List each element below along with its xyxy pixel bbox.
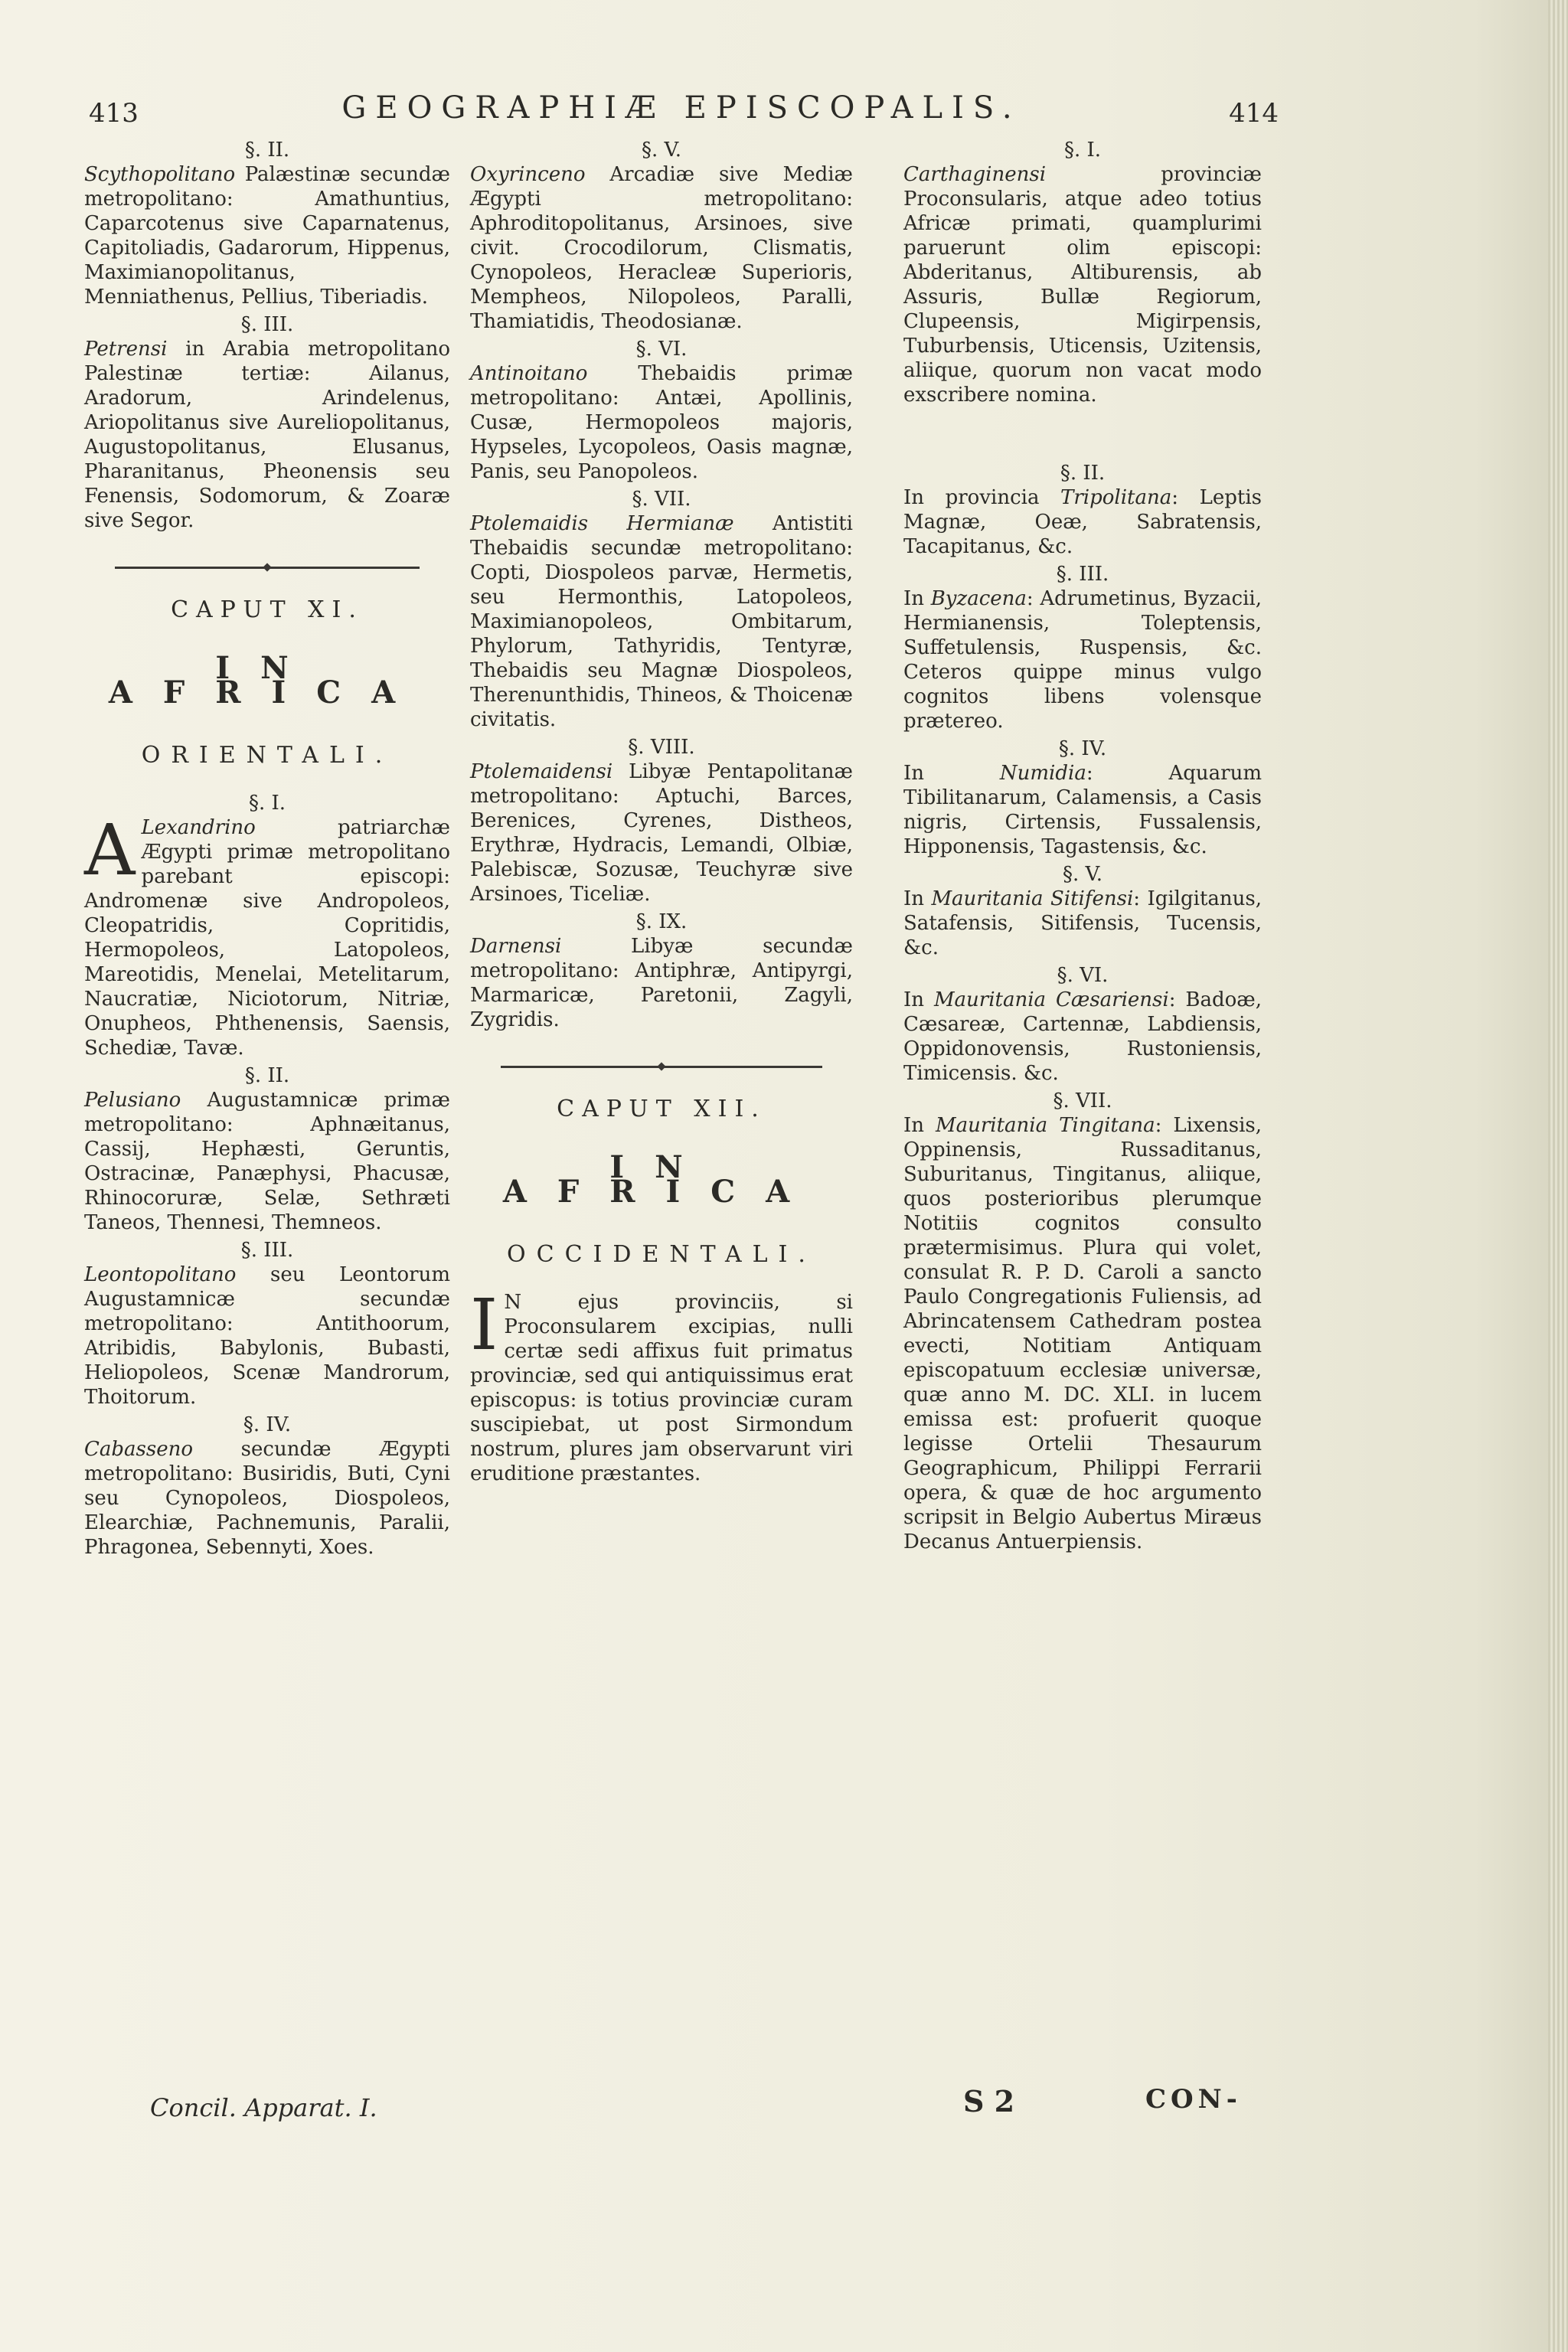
running-header [84, 90, 1279, 136]
paragraph-text: : Igilgitanus, Satafensis, Sitifensis, Tucensis, &c. [903, 887, 1263, 959]
province-name: Mauritania Cæsariensi [933, 988, 1169, 1011]
section-heading: §. IV. [1058, 737, 1107, 760]
paragraph-text: secundæ Ægypti metropolitano: Busiridis, Buti, Cyni seu Cynopoleos, Diospoleos, Elearchiæ, Pachnemunis, Paralii, Phragonea, Sebennyti, Xoes. [84, 1438, 450, 1559]
section-heading: §. II. [1060, 462, 1106, 485]
province-name: Byzacena [930, 587, 1027, 610]
paragraph-prefix: In [903, 587, 931, 610]
section-heading: §. IV. [243, 1413, 292, 1436]
paragraph [84, 1263, 450, 1410]
section-heading: §. II. [244, 1064, 290, 1087]
chapter-subtitle: OCCIDENTALI. [507, 1241, 816, 1268]
paragraph-text: provinciæ Proconsularis, atque adeo totius Africæ primati, quamplurimi paruerunt olim episcopi: Abderitanus, Altiburensis, ab Assuris, Bullæ Regiorum, Clupeensis, Migirpensis, Tuburbensis, Uticensis, Uzitensis, aliique, quorum non vacat modo exscribere nomina. [903, 163, 1262, 407]
province-name: Mauritania Tingitana [935, 1114, 1155, 1137]
paragraph-text: Palæstinæ secundæ metropolitano: Amathuntius, Caparcotenus sive Caparnatenus, Capitoliadis, Gadarorum, Hippenus, Maximianopolitanus, Menniathenus, Pellius, Tiberiadis. [84, 163, 450, 309]
paragraph [903, 1113, 1262, 1554]
paragraph-text: : Aquarum Tibilitanarum, Calamensis, a Casis nigris, Cirtensis, Fussalensis, Hipponensis, Tagastensis, &c. [903, 762, 1262, 858]
section-heading: §. V. [1062, 863, 1103, 886]
paragraph [84, 809, 450, 1060]
see-name: Ptolemaidis Hermianæ [470, 512, 734, 535]
paragraph-prefix: In provincia [903, 486, 1061, 509]
page-number-left: 413 [89, 98, 139, 129]
paragraph [470, 1284, 853, 1486]
paragraph-text: : Leptis Magnæ, Oeæ, Sabratensis, Tacapitanus, &c. [903, 486, 1262, 558]
drop-cap: A [84, 809, 136, 891]
paragraph-text: : Badoæ, Cæsareæ, Cartennæ, Labdiensis, Oppidonovensis, Rustoniensis, Timicensis. &c. [903, 988, 1262, 1085]
paragraph [903, 586, 1262, 733]
column-left [84, 136, 450, 1563]
paragraph-text: : Lixensis, Oppinensis, Russaditanus, Suburitanus, Tingitanus, aliique, quos posterioribus plerumque Notitiis cognitos consulto prætermisimus. Plura qui volet, consulat R. P. D. Caroli a sancto Paulo Congregationis Fuliensis, ad Abrincatensem Cathedram postea evecti, Notitiam Antiquam episcopatuum ecclesiæ universæ, quæ anno M. DC. XLI. in lucem emissa est: profuerit quoque legisse Ortelii Thesaurum Geographicum, Philippi Ferrarii opera, & quæ de hoc argumento scripsit in Belgio Aubertus Miræus Decanus Antuerpiensis. [903, 1114, 1263, 1553]
paragraph [470, 934, 853, 1032]
section-heading: §. VIII. [628, 736, 695, 759]
drop-cap: I [470, 1284, 498, 1366]
paragraph-text: patriarchæ Ægypti primæ metropolitano parebant episcopi: Andromenæ sive Andropoleos, Cleopatridis, Copritidis, Hermopoleos, Latopoleos, Mareotidis, Menelai, Metelitarum, Naucratiæ, Niciotorum, Nitriæ, Onupheos, Phthenensis, Saensis, Schediæ, Tavæ. [84, 816, 450, 1060]
see-name: Antinoitano [470, 362, 588, 385]
see-name: Ptolemaidensi [470, 760, 613, 783]
section-heading: §. VII. [1053, 1089, 1112, 1112]
section-heading: §. IX. [635, 910, 688, 933]
column-right [903, 136, 1262, 1557]
section-heading: §. I. [1063, 139, 1102, 162]
see-name: Leontopolitano [84, 1263, 237, 1286]
paragraph-text: Antistiti Thebaidis secundæ metropolitano: Copti, Diospoleos parvæ, Hermetis, seu Hermonthis, Latopoleos, Maximianopoleos, Ombitarum, Phylorum, Tathyridis, Tentyræ, Thebaidis seu Magnæ Diospoleos, Therenunthidis, Thineos, & Thoicenæ civitatis. [470, 512, 853, 731]
chapter-number: CAPUT XII. [557, 1096, 766, 1122]
paragraph-prefix: In [903, 887, 932, 910]
paragraph-text: in Arabia metropolitano Palestinæ tertiæ: Ailanus, Aradorum, Arindelenus, Ariopolitanus sive Aureliopolitanus, Augustopolitanus, Elusanus, Pharanitanus, Pheonensis seu Fenensis, Sodomorum, & Zoaræ sive Segor. [84, 338, 450, 532]
paragraph [84, 337, 450, 533]
paragraph-text: seu Leontorum Augustamnicæ secundæ metropolitano: Antithoorum, Atribidis, Babylonis, Bubasti, Heliopoleos, Scenæ Mandrorum, Thoitorum. [84, 1263, 450, 1409]
paragraph-text: : Adrumetinus, Byzacii, Hermianensis, Toleptensis, Suffetulensis, Ruspensis, &c. Ceteros quippe minus vulgo cognitos libens volensque prætereo. [903, 587, 1262, 733]
paragraph [84, 1437, 450, 1560]
paragraph-prefix: In [903, 988, 934, 1011]
paragraph [903, 761, 1262, 859]
section-heading: §. III. [240, 1239, 294, 1262]
chapter-title: IN AFRICA [108, 650, 426, 710]
paragraph-text: Libyæ Pentapolitanæ metropolitano: Aptuchi, Barces, Berenices, Cyrenes, Distheos, Erythræ, Hydracis, Lemandi, Olbiæ, Palebiscæ, Sozusæ, Teuchyræ sive Arsinoes, Ticeliæ. [470, 760, 853, 906]
paragraph [470, 511, 853, 732]
paragraph-prefix: In [903, 762, 1000, 785]
see-name: Oxyrinceno [470, 163, 586, 186]
province-name: Mauritania Sitifensi [931, 887, 1134, 910]
column-middle [470, 136, 853, 1489]
paragraph [903, 887, 1262, 960]
see-name: Lexandrino [141, 816, 256, 839]
signature-mark: S 2 [963, 2084, 1015, 2118]
paragraph [470, 162, 853, 334]
see-name: Cabasseno [84, 1438, 194, 1461]
ornament-rule [115, 567, 420, 569]
see-name: Carthaginensi [903, 163, 1047, 186]
see-name: Petrensi [84, 338, 168, 361]
chapter-title: IN AFRICA [502, 1149, 821, 1210]
paragraph-text: Augustamnicæ primæ metropolitano: Aphnæitanus, Cassij, Hephæsti, Geruntis, Ostracinæ, Panæphysi, Phacusæ, Rhinocoruræ, Selæ, Sethræti Taneos, Thennesi, Themneos. [84, 1089, 450, 1234]
see-name: Darnensi [470, 935, 562, 958]
page-number-right: 414 [1229, 98, 1279, 129]
chapter-subtitle: ORIENTALI. [141, 742, 394, 769]
paragraph [903, 988, 1262, 1086]
running-title: GEOGRAPHIÆ EPISCOPALIS. [341, 90, 1021, 126]
section-heading: §. III. [240, 313, 294, 336]
paragraph-text: Arcadiæ sive Mediæ Ægypti metropolitano: Aphroditopolitanus, Arsinoes, sive civit. Crocodilorum, Clismatis, Cynopoleos, Heracleæ Superioris, Mempheos, Nilopoleos, Paralli, Thamiatidis, Theodosianæ. [470, 163, 853, 333]
section-heading: §. II. [244, 139, 290, 162]
paragraph [470, 760, 853, 906]
paragraph [84, 1088, 450, 1235]
section-heading: §. VI. [635, 338, 688, 361]
province-name: Numidia [999, 762, 1086, 785]
section-heading: §. VII. [632, 488, 691, 511]
paragraph-text: Thebaidis primæ metropolitano: Antæi, Apollinis, Cusæ, Hermopoleos majoris, Hypseles, Lycopoleos, Oasis magnæ, Panis, seu Panopoleos. [470, 362, 853, 483]
section-heading: §. V. [641, 139, 682, 162]
section-heading: §. I. [248, 792, 286, 815]
paragraph-text: N ejus provinciis, si Proconsularem excipias, nulli certæ sedi affixus fuit primatus provinciæ, sed qui antiquissimus erat episcopus: is totius provinciæ curam suscipiebat, ut post Sirmondum nostrum, plures jam observarunt viri eruditione præstantes. [470, 1291, 853, 1485]
page-edge [1548, 0, 1568, 2352]
paragraph [903, 162, 1262, 407]
paragraph [470, 361, 853, 484]
footer-volume-note: Concil. Apparat. I. [150, 2093, 377, 2122]
section-heading: §. VI. [1057, 964, 1109, 987]
see-name: Pelusiano [84, 1089, 181, 1112]
paragraph [84, 162, 450, 309]
catchword: CON- [1145, 2084, 1242, 2115]
section-heading: §. III. [1056, 563, 1109, 586]
paragraph-prefix: In [903, 1114, 936, 1137]
province-name: Tripolitana [1060, 486, 1172, 509]
paragraph-text: Libyæ secundæ metropolitano: Antiphræ, Antipyrgi, Marmaricæ, Paretonii, Zagyli, Zygridis. [470, 935, 853, 1031]
chapter-number: CAPUT XI. [171, 596, 364, 623]
ornament-rule [501, 1066, 822, 1068]
see-name: Scythopolitano [84, 163, 236, 186]
paragraph [903, 485, 1262, 559]
